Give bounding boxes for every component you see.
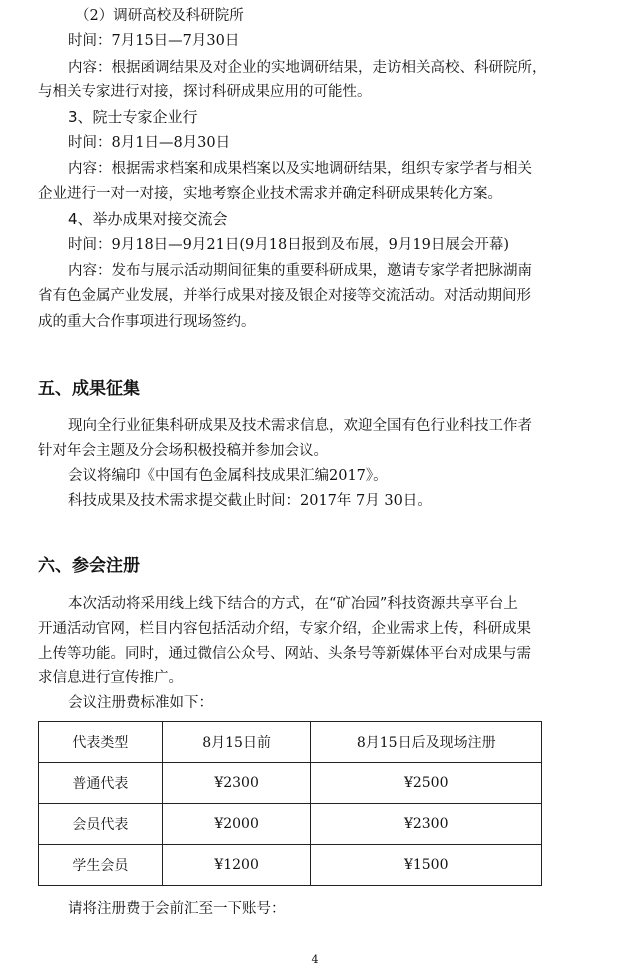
content-line: 成的重大合作事项进行现场签约。 xyxy=(38,314,256,330)
content-line: 与相关专家进行对接，探讨科研成果应用的可能性。 xyxy=(38,84,372,100)
page-number: 4 xyxy=(311,953,319,966)
table-cell: ¥1500 xyxy=(311,845,542,886)
paragraph-line: 上传等功能。同时，通过微信公众号、网站、头条号等新媒体平台对成果与需 xyxy=(38,646,531,662)
table-row xyxy=(39,804,542,845)
table-header-row xyxy=(39,722,542,763)
time-line: 时间：8月1日—8月30日 xyxy=(68,135,231,151)
content-line: 省有色金属产业发展，并举行成果对接及银企对接等交流活动。对活动期间形 xyxy=(38,288,531,304)
subheading-academician-enterprise: 3、院士专家企业行 xyxy=(68,108,198,126)
table-row xyxy=(39,845,542,886)
section-heading-achievements: 五、成果征集 xyxy=(38,379,140,399)
paragraph-line: 请将注册费于会前汇至一下账号： xyxy=(68,901,286,917)
table-cell: ¥2300 xyxy=(311,804,542,845)
section-heading-registration: 六、参会注册 xyxy=(38,556,140,576)
content-line: 内容：发布与展示活动期间征集的重要科研成果，邀请专家学者把脉湖南 xyxy=(68,263,532,279)
paragraph-line: 针对年会主题及分会场积极投稿并参加会议。 xyxy=(38,443,328,459)
paragraph-line: 开通活动官网，栏目内容包括活动介绍，专家介绍，企业需求上传，科研成果 xyxy=(38,621,531,637)
table-cell: 会员代表 xyxy=(39,804,163,845)
time-line: 时间：9月18日—9月21日(9月18日报到及布展，9月19日展会开幕) xyxy=(68,237,510,253)
content-line: 企业进行一对一对接，实地考察企业技术需求并确定科研成果转化方案。 xyxy=(38,186,502,202)
paragraph-line: 会议将编印《中国有色金属科技成果汇编2017》。 xyxy=(68,468,388,484)
content-line: 内容：根据需求档案和成果档案以及实地调研结果，组织专家学者与相关 xyxy=(68,161,532,177)
table-header-cell: 8月15日前 xyxy=(162,722,311,763)
table-cell: 学生会员 xyxy=(39,845,163,886)
table-header-cell: 代表类型 xyxy=(39,722,163,763)
table-row xyxy=(39,763,542,804)
paragraph-line: 科技成果及技术需求提交截止时间：2017年 7月 30日。 xyxy=(68,493,432,509)
paragraph-line: 本次活动将采用线上线下结合的方式，在“矿冶园”科技资源共享平台上 xyxy=(68,596,518,612)
content-line: 内容：根据函调结果及对企业的实地调研结果，走访相关高校、科研院所， xyxy=(68,60,547,76)
time-line: 时间：7月15日—7月30日 xyxy=(68,33,240,49)
subheading-exchange-meeting: 4、举办成果对接交流会 xyxy=(68,210,228,228)
table-cell: ¥2500 xyxy=(311,763,542,804)
paragraph-line: 求信息进行宣传推广。 xyxy=(38,670,183,686)
table-header-cell: 8月15日后及现场注册 xyxy=(311,722,542,763)
table-cell: ¥2000 xyxy=(162,804,311,845)
table-cell: ¥1200 xyxy=(162,845,311,886)
paragraph-line: 会议注册费标准如下： xyxy=(68,695,213,711)
paragraph-line: 现向全行业征集科研成果及技术需求信息，欢迎全国有色行业科技工作者 xyxy=(68,418,532,434)
table-cell: 普通代表 xyxy=(39,763,163,804)
table-cell: ¥2300 xyxy=(162,763,311,804)
subheading-visit-universities: （2）调研高校及科研院所 xyxy=(75,8,244,24)
registration-fee-table xyxy=(38,721,542,886)
